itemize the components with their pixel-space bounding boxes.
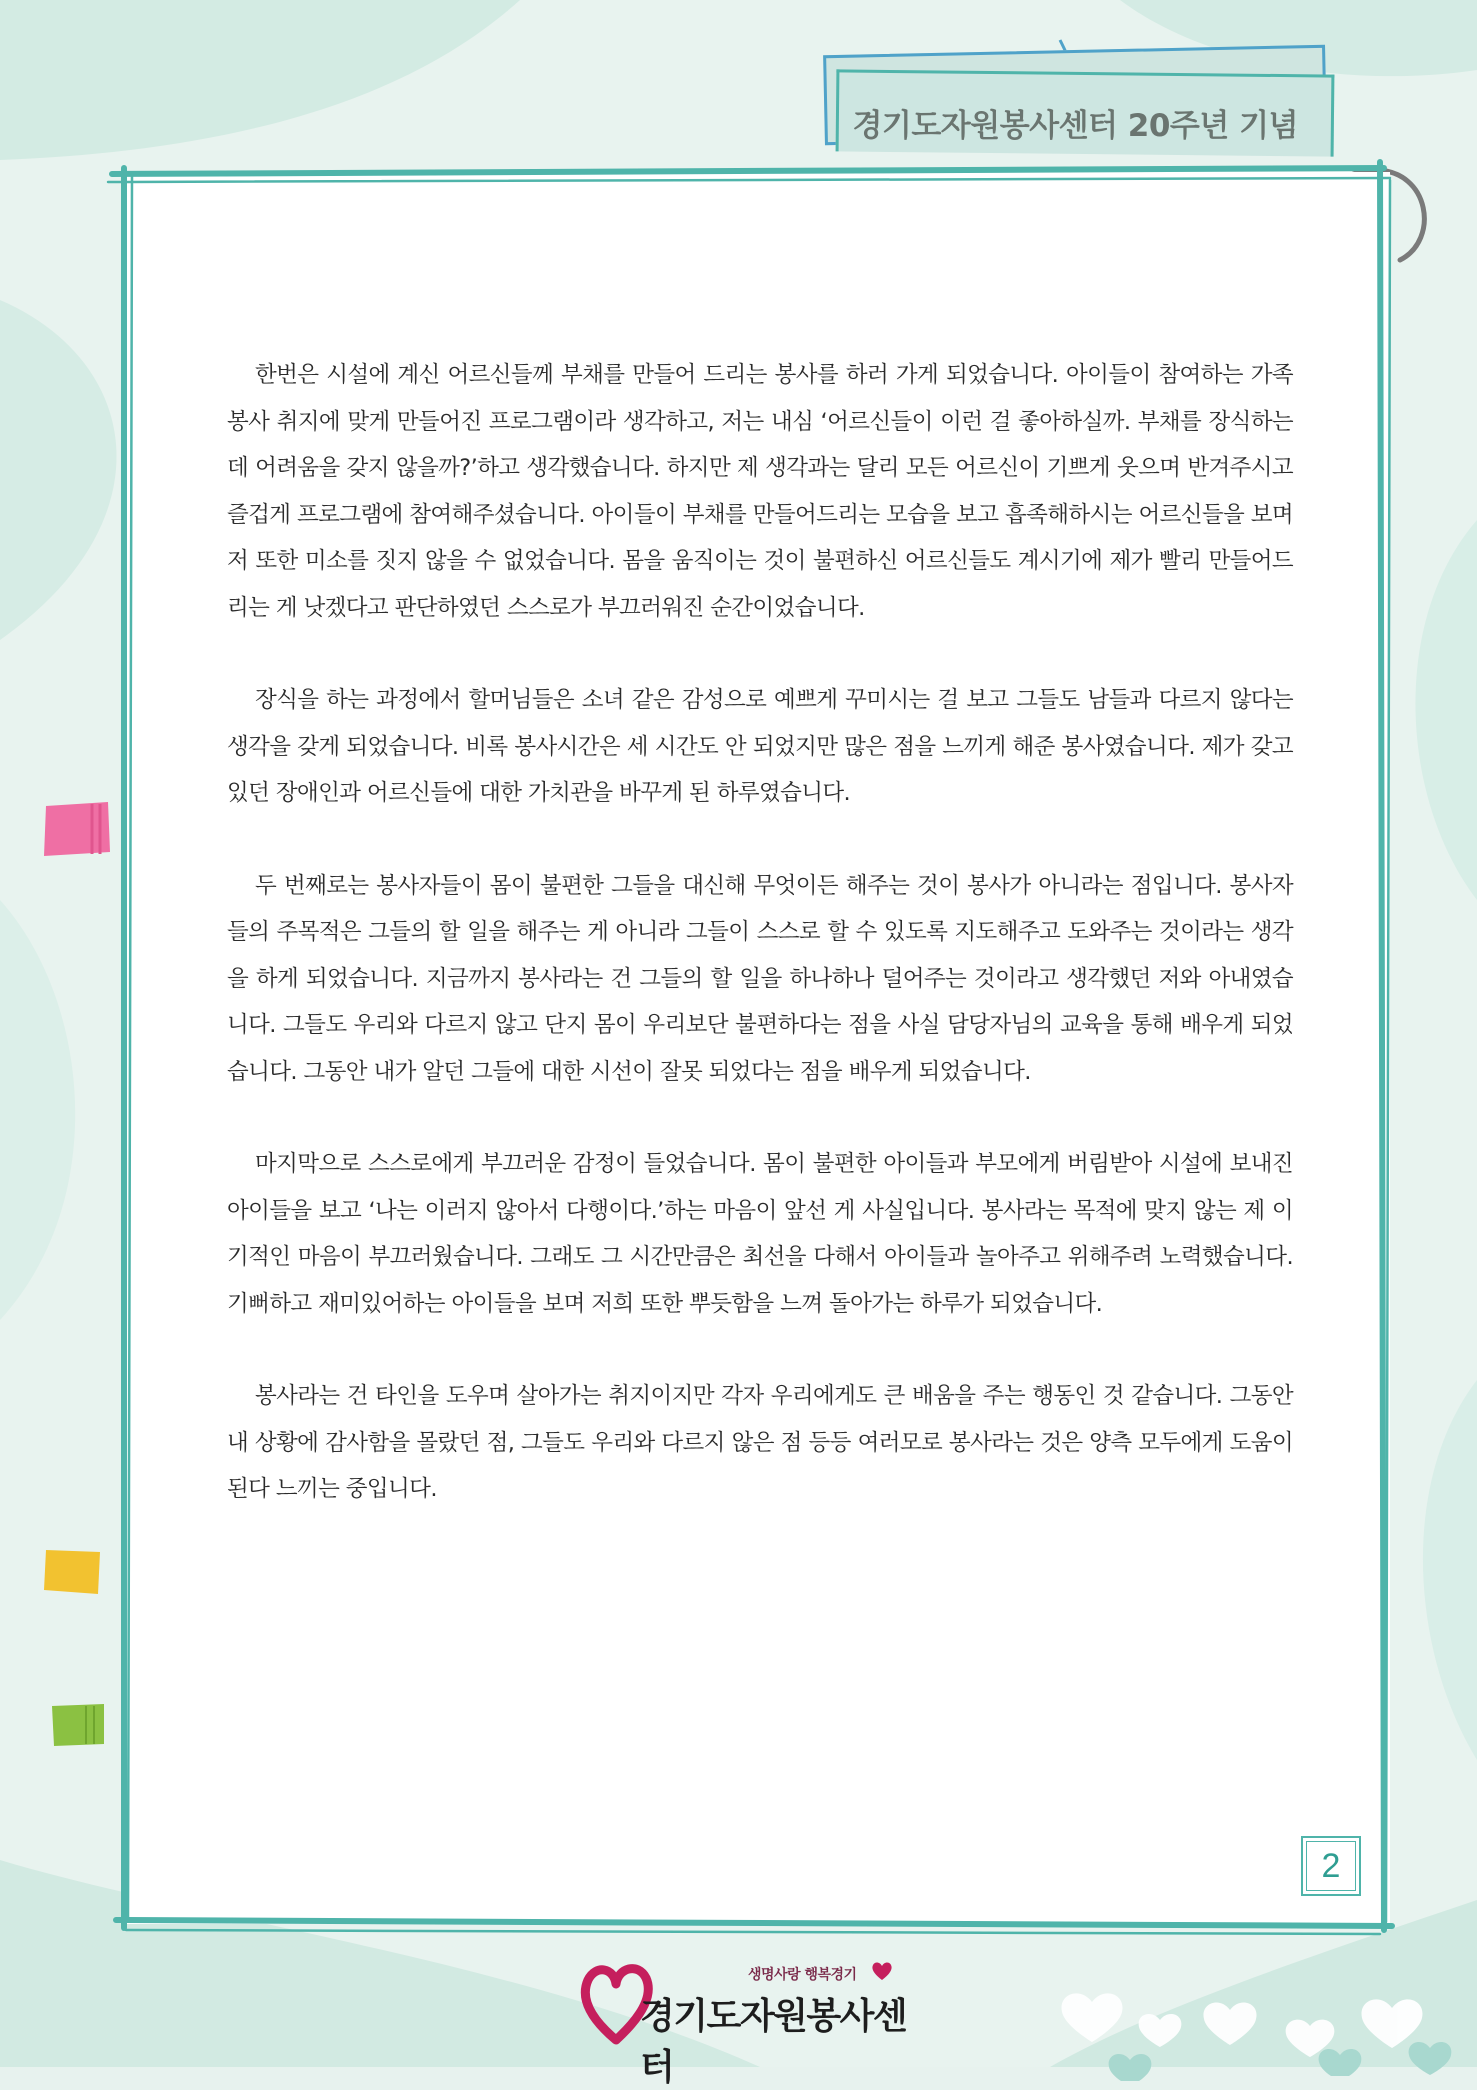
center-logo (580, 1958, 920, 2088)
logo-slogan: 생명사랑 행복경기 (748, 1967, 857, 1983)
article-paragraph: 마지막으로 스스로에게 부끄러운 감정이 들었습니다. 몸이 불편한 아이들과 부모에게 버림받아 시설에 보내진 아이들을 보고 ‘나는 이러지 않아서 다행이다.’하는 마음이 앞선 게 사실입니다. 봉사라는 목적에 맞지 않는 제 이기적인 마음이 부끄러웠습니다. 그래도 그 시간만큼은 최선을 다해서 아이들과 놀아주고 위해주려 노력했습니다. 기뻐하고 재미있어하는 아이들을 보며 저희 또한 뿌듯함을 느껴 돌아가는 하루가 되었습니다. (227, 1151, 1293, 1317)
page-number: 2 (1306, 1841, 1356, 1891)
article-paragraph: 두 번째로는 봉사자들이 몸이 불편한 그들을 대신해 무엇이든 해주는 것이 봉사가 아니라는 점입니다. 봉사자들의 주목적은 그들의 할 일을 해주는 게 아니라 그들이 스스로 할 수 있도록 지도해주고 도와주는 것이라는 생각을 하게 되었습니다. 지금까지 봉사라는 건 그들의 할 일을 하나하나 덜어주는 것이라고 생각했던 저와 아내였습니다. 그들도 우리와 다르지 않고 단지 몸이 우리보단 불편하다는 점을 사실 담당자님의 교육을 통해 배우게 되었습니다. 그동안 내가 알던 그들에 대한 시선이 잘못 되었다는 점을 배우게 되었습니다. (227, 872, 1293, 1085)
logo-name: 경기도자원봉사센터 (640, 1996, 907, 2088)
header-tab (820, 42, 1340, 154)
article-body (227, 352, 1293, 1559)
small-heart-icon (870, 1960, 894, 1982)
article-paragraph: 장식을 하는 과정에서 할머님들은 소녀 같은 감성으로 예쁘게 꾸미시는 걸 보고 그들도 남들과 다르지 않다는 생각을 갖게 되었습니다. 비록 봉사시간은 세 시간도 안 되었지만 많은 점을 느끼게 해준 봉사였습니다. 제가 갖고 있던 장애인과 어르신들에 대한 가치관을 바꾸게 된 하루였습니다. (227, 687, 1293, 806)
header-title: 경기도자원봉사센터 20주년 기념 (852, 108, 1298, 144)
page-number-box (1301, 1836, 1361, 1896)
pink-sticky-tab (42, 800, 112, 858)
green-sticky-tab (50, 1702, 106, 1748)
yellow-sticky-tab (42, 1546, 102, 1596)
article-paragraph: 한번은 시설에 계신 어르신들께 부채를 만들어 드리는 봉사를 하러 가게 되었습니다. 아이들이 참여하는 가족봉사 취지에 맞게 만들어진 프로그램이라 생각하고, 저는 내심 ‘어르신들이 이런 걸 좋아하실까. 부채를 장식하는 데 어려움을 갖지 않을까?’하고 생각했습니다. 하지만 제 생각과는 달리 모든 어르신이 기쁘게 웃으며 반겨주시고 즐겁게 프로그램에 참여해주셨습니다. 아이들이 부채를 만들어드리는 모습을 보고 흡족해하시는 어르신들을 보며 저 또한 미소를 짓지 않을 수 없었습니다. 몸을 움직이는 것이 불편하신 어르신들도 계시기에 제가 빨리 만들어드리는 게 낫겠다고 판단하였던 스스로가 부끄러워진 순간이었습니다. (227, 362, 1293, 621)
article-paragraph: 봉사라는 건 타인을 도우며 살아가는 취지이지만 각자 우리에게도 큰 배움을 주는 행동인 것 같습니다. 그동안 내 상황에 감사함을 몰랐던 점, 그들도 우리와 다르지 않은 점 등등 여러모로 봉사라는 것은 양측 모두에게 도움이 된다 느끼는 중입니다. (227, 1383, 1293, 1502)
